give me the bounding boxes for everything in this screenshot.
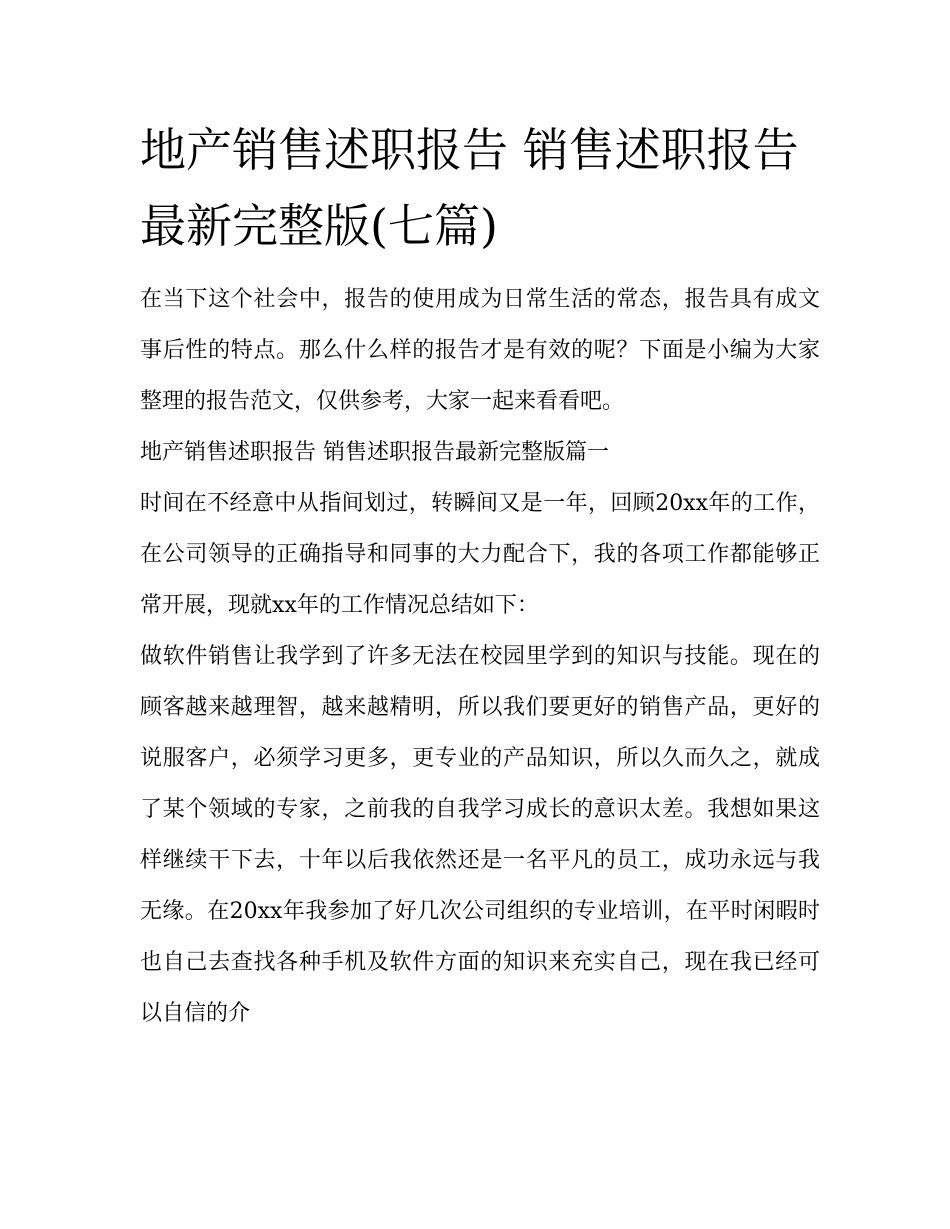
section-heading: 地产销售述职报告 销售述职报告最新完整版篇一 (140, 440, 609, 465)
document-body (140, 274, 820, 1039)
body-paragraph-1: 时间在不经意中从指间划过，转瞬间又是一年，回顾20xx年的工作，在公司领导的正确指导和同事的大力配合下，我的各项工作都能够正常开展，现就xx年的工作情况总结如下： (140, 491, 820, 618)
intro-paragraph: 在当下这个社会中，报告的使用成为日常生活的常态，报告具有成文事后性的特点。那么什么样的报告才是有效的呢？下面是小编为大家整理的报告范文，仅供参考，大家一起来看看吧。 (140, 287, 820, 414)
body-paragraph-2: 做软件销售让我学到了许多无法在校园里学到的知识与技能。现在的顾客越来越理智，越来越精明，所以我们要更好的销售产品，更好的说服客户，必须学习更多，更专业的产品知识，所以久而久之，就成了某个领域的专家，之前我的自我学习成长的意识太差。我想如果这样继续干下去，十年以后我依然还是一名平凡的员工，成功永远与我无缘。在20xx年我参加了好几次公司组织的专业培训，在平时闲暇时也自己去查找各种手机及软件方面的知识来充实自己，现在我已经可以自信的介 (140, 644, 820, 1026)
document-title: 地产销售述职报告 销售述职报告最新完整版(七篇) (140, 123, 799, 253)
